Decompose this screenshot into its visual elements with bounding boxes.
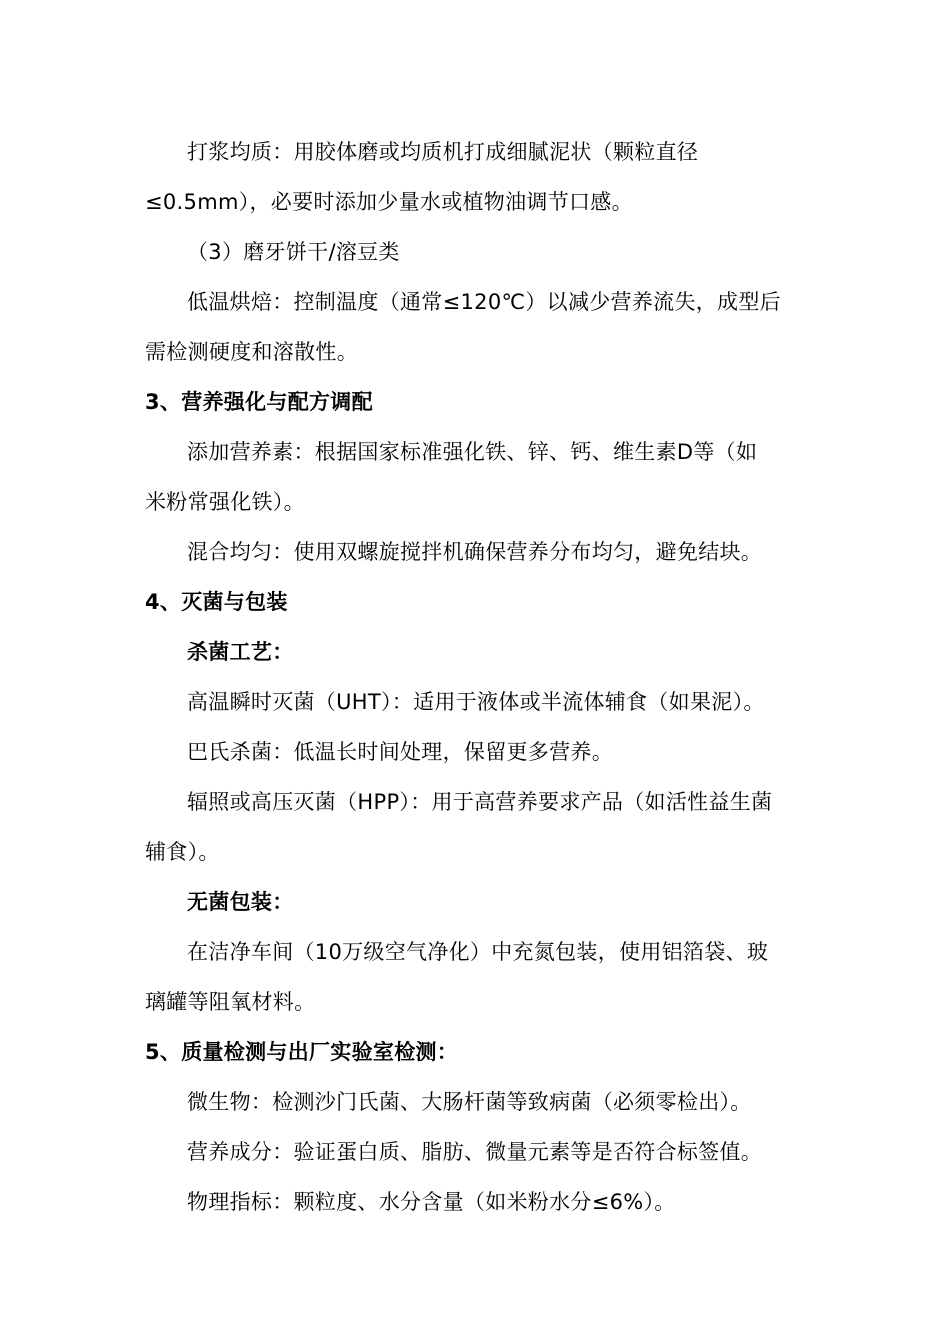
subheading: 无菌包装： bbox=[187, 890, 294, 914]
paragraph-line: 辐照或高压灭菌（HPP）：用于高营养要求产品（如活性益生菌 bbox=[187, 790, 773, 814]
paragraph-line: ≤0.5mm），必要时添加少量水或植物油调节口感。 bbox=[145, 190, 633, 214]
section-heading: 3、营养强化与配方调配 bbox=[145, 390, 373, 414]
paragraph-line: 添加营养素：根据国家标准强化铁、锌、钙、维生素D等（如 bbox=[187, 440, 758, 464]
subheading: 杀菌工艺： bbox=[187, 640, 294, 664]
section-heading: 4、灭菌与包装 bbox=[145, 590, 288, 614]
paragraph-line: 物理指标：颗粒度、水分含量（如米粉水分≤6%）。 bbox=[187, 1190, 676, 1214]
paragraph-line: 在洁净车间（10万级空气净化）中充氮包装，使用铝箔袋、玻 bbox=[187, 940, 769, 964]
subsection-title: （3）磨牙饼干/溶豆类 bbox=[187, 240, 400, 264]
paragraph-line: 米粉常强化铁）。 bbox=[145, 490, 305, 514]
paragraph-line: 低温烘焙：控制温度（通常≤120℃）以减少营养流失，成型后 bbox=[187, 290, 781, 314]
paragraph-line: 微生物：检测沙门氏菌、大肠杆菌等致病菌（必须零检出）。 bbox=[187, 1090, 752, 1114]
paragraph-line: 高温瞬时灭菌（UHT）：适用于液体或半流体辅食（如果泥）。 bbox=[187, 690, 765, 714]
paragraph-line: 辅食）。 bbox=[145, 840, 220, 864]
paragraph-line: 巴氏杀菌：低温长时间处理，保留更多营养。 bbox=[187, 740, 613, 764]
paragraph-line: 营养成分：验证蛋白质、脂肪、微量元素等是否符合标签值。 bbox=[187, 1140, 763, 1164]
paragraph-line: 打浆均质：用胶体磨或均质机打成细腻泥状（颗粒直径 bbox=[187, 140, 699, 164]
paragraph-line: 混合均匀：使用双螺旋搅拌机确保营养分布均匀，避免结块。 bbox=[187, 540, 763, 564]
paragraph-line: 需检测硬度和溶散性。 bbox=[145, 340, 358, 364]
section-heading: 5、质量检测与出厂实验室检测： bbox=[145, 1040, 459, 1064]
paragraph-line: 璃罐等阻氧材料。 bbox=[145, 990, 316, 1014]
